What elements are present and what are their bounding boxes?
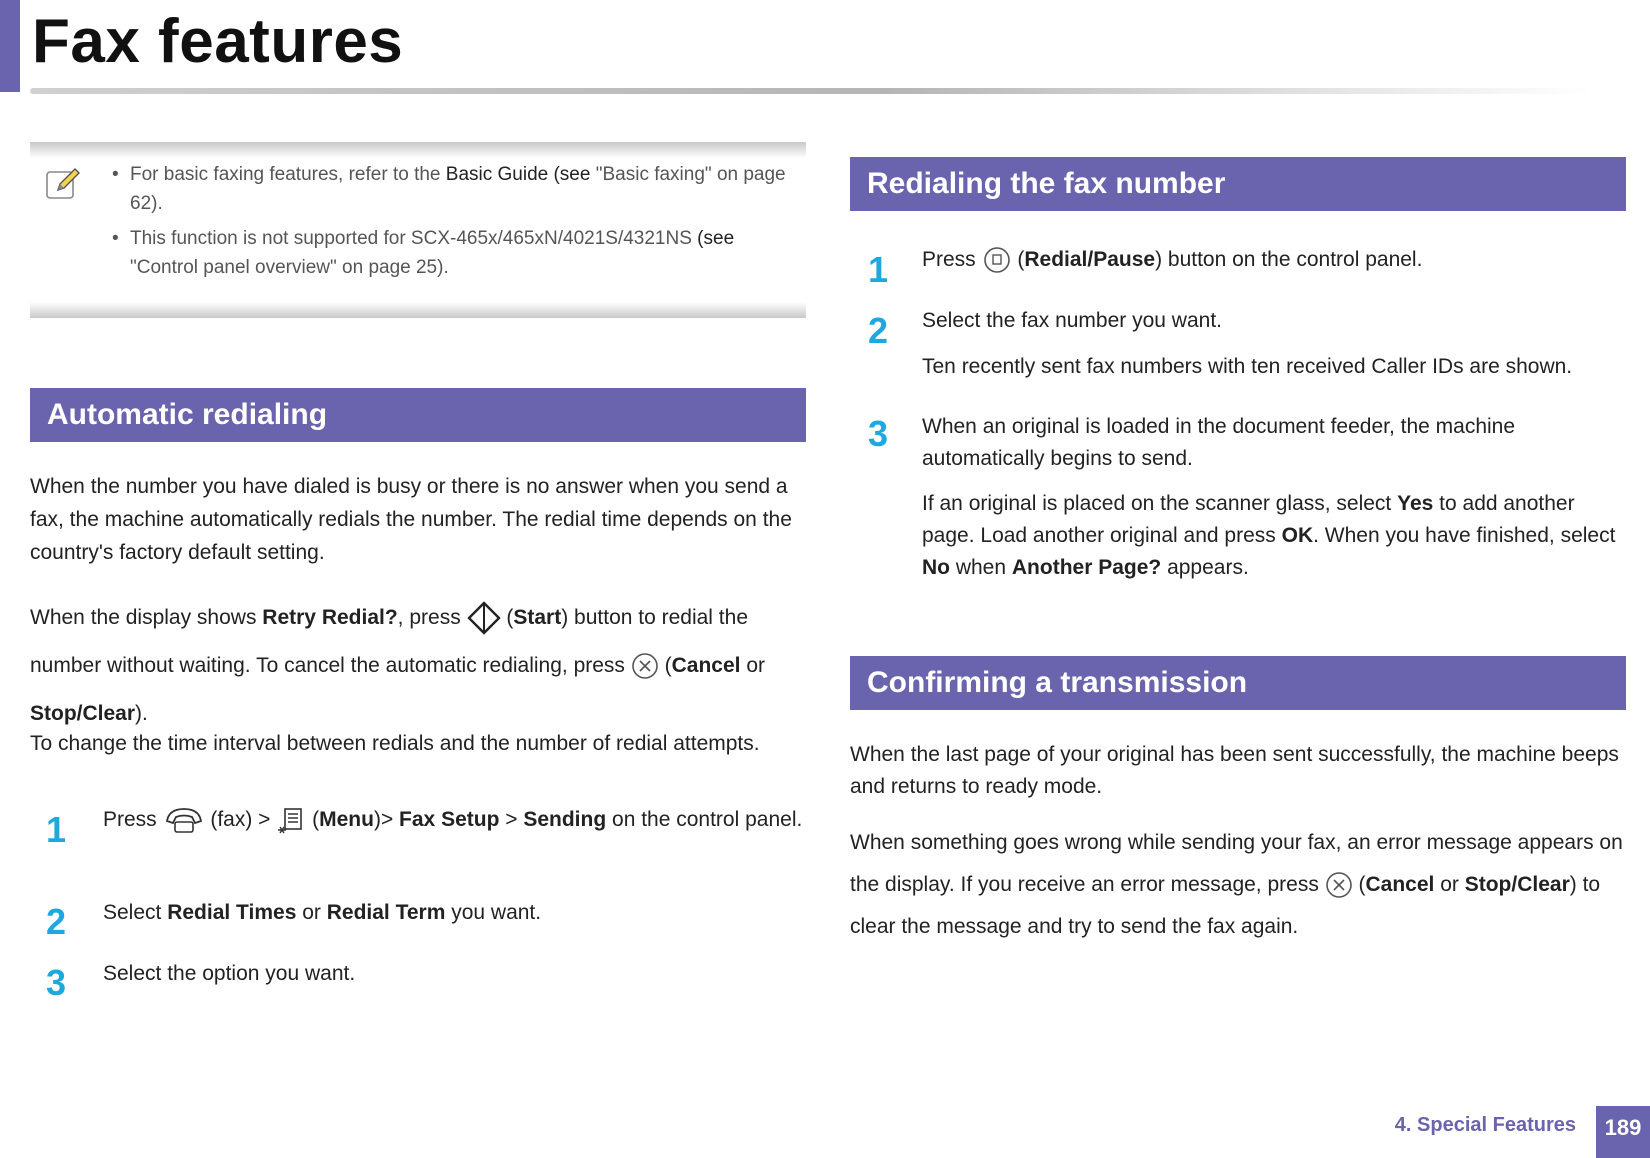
- page-title: Fax features: [32, 7, 404, 76]
- page-number: 189: [1596, 1106, 1650, 1158]
- header-accent-bar: [0, 0, 20, 92]
- redial-step-1: Press (Redial/Pause) button on the control panel.: [922, 244, 1622, 276]
- cancel-x-icon: [1325, 871, 1353, 899]
- auto-redial-step-2: Select Redial Times or Redial Term you want.: [103, 901, 542, 924]
- auto-redial-instructions: When the display shows Retry Redial?, press (Start) button to redial the number without waiting. To cancel the automatic redialing, press (Cancel or Stop/Clear).: [30, 594, 810, 738]
- redial-pause-icon: [982, 245, 1012, 275]
- auto-redial-step-3: Select the option you want.: [103, 962, 356, 985]
- step-number: 1: [868, 249, 889, 290]
- note-bottom-shade: [30, 302, 806, 318]
- redial-step-3-detail: If an original is placed on the scanner glass, select Yes to add another page. Load another original and press OK. When you have finished, select No when Another Page? appears.: [922, 492, 1616, 579]
- note-pencil-icon: [44, 164, 82, 202]
- confirm-error-instructions: When something goes wrong while sending your fax, an error message appears on the display. If you receive an error message, press (Cancel or Stop/Clear) to clear the message and try to send the fax again.: [850, 831, 1623, 938]
- confirm-intro: When the last page of your original has been sent successfully, the machine beeps and returns to ready mode.: [850, 743, 1619, 798]
- note-item-2: • This function is not supported for SCX-465x/465xN/4021S/4321NS (see "Control panel overview" on page 25).: [112, 228, 735, 278]
- cancel-x-icon: [631, 652, 659, 680]
- step-number: 3: [868, 413, 889, 454]
- fax-handset-icon: [163, 805, 205, 835]
- title-underline: [30, 88, 1590, 94]
- redial-step-2-detail: Ten recently sent fax numbers with ten received Caller IDs are shown.: [922, 355, 1573, 378]
- note-box: [30, 142, 806, 318]
- auto-redial-change-interval: To change the time interval between redials and the number of redial attempts.: [30, 732, 760, 755]
- start-diamond-icon: [467, 601, 501, 635]
- menu-icon: [276, 805, 306, 835]
- redial-step-3: When an original is loaded in the document feeder, the machine automatically begins to send.: [922, 415, 1516, 470]
- redial-step-2: Select the fax number you want.: [922, 309, 1222, 332]
- step-number: 2: [868, 310, 889, 351]
- step-number: 1: [46, 809, 67, 850]
- footer-chapter-label: 4. Special Features: [1394, 1114, 1576, 1136]
- section-header-automatic-redialing: Automatic redialing: [30, 388, 806, 442]
- auto-redial-step-1: Press (fax) > (Menu)> Fax Setup > Sending on the control panel.: [103, 804, 803, 836]
- section-header-redialing-fax-number: Redialing the fax number: [850, 157, 1626, 211]
- step-number: 3: [46, 962, 67, 1003]
- section-header-confirming-transmission: Confirming a transmission: [850, 656, 1626, 710]
- auto-redial-intro: When the number you have dialed is busy or there is no answer when you send a fax, the machine automatically redials the number. The redial time depends on the country's factory default setting.: [30, 475, 792, 564]
- note-item-1: • For basic faxing features, refer to the Basic Guide (see "Basic faxing" on page 62).: [112, 164, 786, 214]
- note-top-shade: [30, 142, 806, 158]
- step-number: 2: [46, 901, 67, 942]
